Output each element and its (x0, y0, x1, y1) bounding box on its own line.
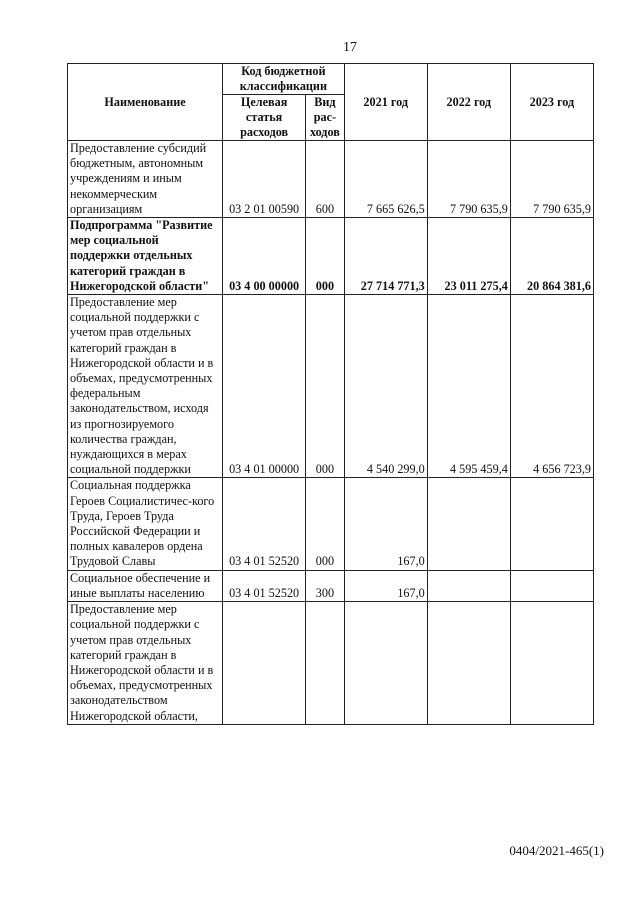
row-2022: 23 011 275,4 (427, 218, 510, 295)
row-2023 (510, 602, 593, 725)
row-name: Подпрограмма "Развитие мер социальной поддержки отдельных категорий граждан в Нижегородской области" (68, 218, 223, 295)
row-target: 03 4 00 00000 (223, 218, 306, 295)
row-2023: 7 790 635,9 (510, 141, 593, 218)
header-name: Наименование (68, 64, 223, 141)
row-2021: 7 665 626,5 (344, 141, 427, 218)
row-2021: 167,0 (344, 478, 427, 570)
row-name: Социальная поддержка Героев Социалистичес-кого Труда, Героев Труда Российской Федерации и полных кавалеров ордена Трудовой Славы (68, 478, 223, 570)
row-2022 (427, 570, 510, 601)
row-type (306, 602, 345, 725)
table-row (68, 218, 594, 295)
page-number: 17 (343, 40, 357, 55)
row-2022 (427, 602, 510, 725)
row-2022: 4 595 459,4 (427, 295, 510, 478)
header-year-2023: 2023 год (510, 64, 593, 141)
row-type: 000 (306, 295, 345, 478)
table-row (68, 295, 594, 478)
row-2021 (344, 602, 427, 725)
row-target (223, 602, 306, 725)
row-type: 600 (306, 141, 345, 218)
row-type: 000 (306, 218, 345, 295)
row-target: 03 4 01 00000 (223, 295, 306, 478)
header-year-2022: 2022 год (427, 64, 510, 141)
row-2023: 4 656 723,9 (510, 295, 593, 478)
row-name: Социальное обеспечение и иные выплаты населению (68, 570, 223, 601)
row-2023: 20 864 381,6 (510, 218, 593, 295)
row-name: Предоставление мер социальной поддержки с учетом прав отдельных категорий граждан в Нижегородской области и в объемах, предусмотренных законодательством Нижегородской области, (68, 602, 223, 725)
row-2022: 7 790 635,9 (427, 141, 510, 218)
row-target: 03 4 01 52520 (223, 570, 306, 601)
row-name: Предоставление субсидий бюджетным, автономным учреждениям и иным некоммерческим организациям (68, 141, 223, 218)
row-2023 (510, 478, 593, 570)
row-target: 03 4 01 52520 (223, 478, 306, 570)
row-type: 300 (306, 570, 345, 601)
header-year-2021: 2021 год (344, 64, 427, 141)
budget-table (67, 63, 594, 725)
header-code-group: Код бюджетной классификации (223, 64, 345, 95)
table-header (68, 64, 594, 141)
row-target: 03 2 01 00590 (223, 141, 306, 218)
row-type: 000 (306, 478, 345, 570)
row-name: Предоставление мер социальной поддержки с учетом прав отдельных категорий граждан в Нижегородской области и в объемах, предусмотренных федеральным законодательством, исходя из прогнозируемого количества граждан, нуждающихся в мерах социальной поддержки (68, 295, 223, 478)
row-2021: 27 714 771,3 (344, 218, 427, 295)
header-target: Целевая статья расходов (223, 95, 306, 141)
row-2021: 4 540 299,0 (344, 295, 427, 478)
header-type: Вид рас-ходов (306, 95, 345, 141)
row-2022 (427, 478, 510, 570)
table-row (68, 141, 594, 218)
document-code: 0404/2021-465(1) (509, 843, 604, 858)
table-row (68, 478, 594, 570)
row-2023 (510, 570, 593, 601)
row-2021: 167,0 (344, 570, 427, 601)
table-row (68, 602, 594, 725)
table-row (68, 570, 594, 601)
